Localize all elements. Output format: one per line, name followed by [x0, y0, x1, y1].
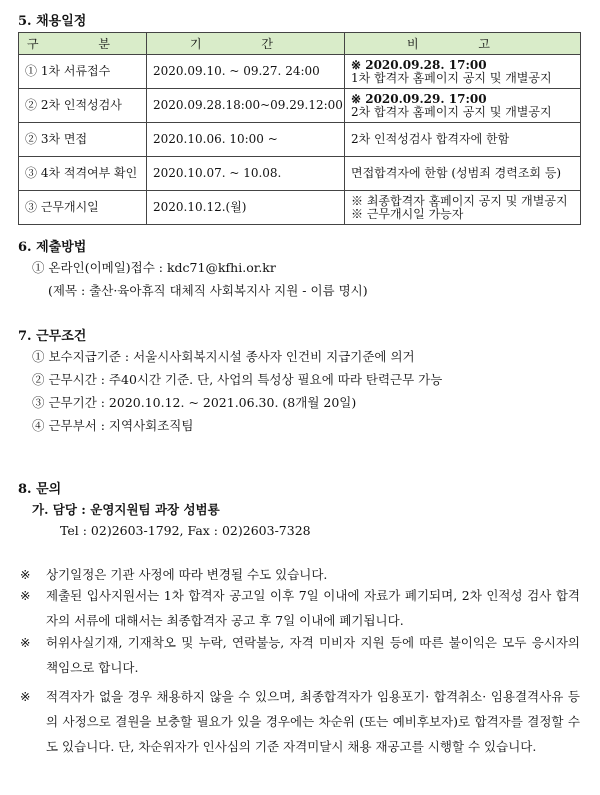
- table-row: [19, 191, 581, 225]
- table-row: [19, 89, 581, 123]
- notice-text: 허위사실기재, 기재착오 및 누락, 연락불능, 자격 미비자 지원 등에 따른 불이익은 모두 응시자의 책임으로 합니다.: [46, 635, 580, 675]
- period-cell: 2020.09.28.18:00~09.29.12:00: [147, 89, 345, 123]
- note-line-2: ※ 근무개시일 가능자: [351, 206, 464, 221]
- contact-phone-fax: Tel : 02)2603-1792, Fax : 02)2603-7328: [60, 523, 311, 538]
- column-header-period: 기 간: [147, 33, 345, 55]
- reference-mark: ※: [20, 567, 31, 582]
- column-header-note: 비 고: [345, 33, 581, 55]
- period-cell: 2020.10.12.(월): [147, 191, 345, 225]
- table-row: [19, 55, 581, 89]
- column-header-stage: 구 분: [19, 33, 147, 55]
- period-cell: 2020.10.06. 10:00 ~: [147, 123, 345, 157]
- notice-item: [20, 583, 580, 633]
- section-title-inquiry: 8. 문의: [18, 482, 62, 497]
- reference-mark: ※: [20, 635, 31, 650]
- reference-mark: ※: [20, 588, 31, 603]
- notice-item: [20, 630, 580, 680]
- stage-cell: ① 1차 서류접수: [19, 55, 147, 89]
- submission-subject-format: (제목 : 출산·육아휴직 대체직 사회복지사 지원 - 이름 명시): [48, 283, 368, 298]
- table-row: [19, 157, 581, 191]
- condition-item: ① 보수지급기준 : 서울시사회복지시설 종사자 인건비 지급기준에 의거: [32, 349, 415, 364]
- period-cell: 2020.09.10. ~ 09.27. 24:00: [147, 55, 345, 89]
- note-line-2: 1차 합격자 홈페이지 공지 및 개별공지: [351, 70, 552, 85]
- section-title-submission: 6. 제출방법: [18, 240, 87, 255]
- contact-person: 가. 담당 : 운영지원팀 과장 성범룡: [32, 502, 220, 517]
- notice-item: [20, 684, 580, 759]
- condition-item: ④ 근무부서 : 지역사회조직팀: [32, 418, 194, 433]
- note-cell: 면접합격자에 한함 (성범죄 경력조회 등): [345, 157, 581, 191]
- notice-text: 제출된 입사지원서는 1차 합격자 공고일 이후 7일 이내에 자료가 폐기되며, 2차 인적성 검사 합격자의 서류에 대해서는 최종합격자 공고 후 7일 이내에 폐기됩니다.: [46, 588, 580, 628]
- schedule-table: [18, 32, 581, 225]
- note-cell: [345, 55, 581, 89]
- note-line-1: ※ 최종합격자 홈페이지 공지 및 개별공지: [351, 193, 568, 208]
- notice-text: 적격자가 없을 경우 채용하지 않을 수 있으며, 최종합격자가 임용포기· 합격취소· 임용결격사유 등의 사정으로 결원을 보충할 필요가 있을 경우에는 차순위 (또는 예비후보자)로 합격자를 결정할 수도 있습니다. 단, 차순위자가 인사심의 기준 자격미달시 채용 재공고를 시행할 수 있습니다.: [46, 689, 580, 754]
- section-title-schedule: 5. 채용일정: [18, 14, 87, 29]
- table-header-row: [19, 33, 581, 55]
- note-cell: [345, 89, 581, 123]
- reference-mark: ※: [20, 689, 31, 704]
- stage-cell: ② 3차 면접: [19, 123, 147, 157]
- table-row: [19, 123, 581, 157]
- notice-text: 상기일정은 기관 사정에 따라 변경될 수도 있습니다.: [46, 567, 328, 582]
- stage-cell: ③ 4차 적격여부 확인: [19, 157, 147, 191]
- condition-item: ③ 근무기간 : 2020.10.12. ~ 2021.06.30. (8개월 20일): [32, 395, 357, 410]
- stage-cell: ③ 근무개시일: [19, 191, 147, 225]
- note-cell: 2차 인적성검사 합격자에 한함: [345, 123, 581, 157]
- condition-item: ② 근무시간 : 주40시간 기준. 단, 사업의 특성상 필요에 따라 탄력근무 가능: [32, 372, 443, 387]
- note-line-1: ※ 2020.09.28. 17:00: [351, 57, 487, 72]
- stage-cell: ② 2차 인적성검사: [19, 89, 147, 123]
- section-title-conditions: 7. 근무조건: [18, 329, 87, 344]
- note-line-1: ※ 2020.09.29. 17:00: [351, 91, 487, 106]
- note-cell: [345, 191, 581, 225]
- note-line-2: 2차 합격자 홈페이지 공지 및 개별공지: [351, 104, 552, 119]
- submission-email: ① 온라인(이메일)접수 : kdc71@kfhi.or.kr: [32, 260, 276, 275]
- period-cell: 2020.10.07. ~ 10.08.: [147, 157, 345, 191]
